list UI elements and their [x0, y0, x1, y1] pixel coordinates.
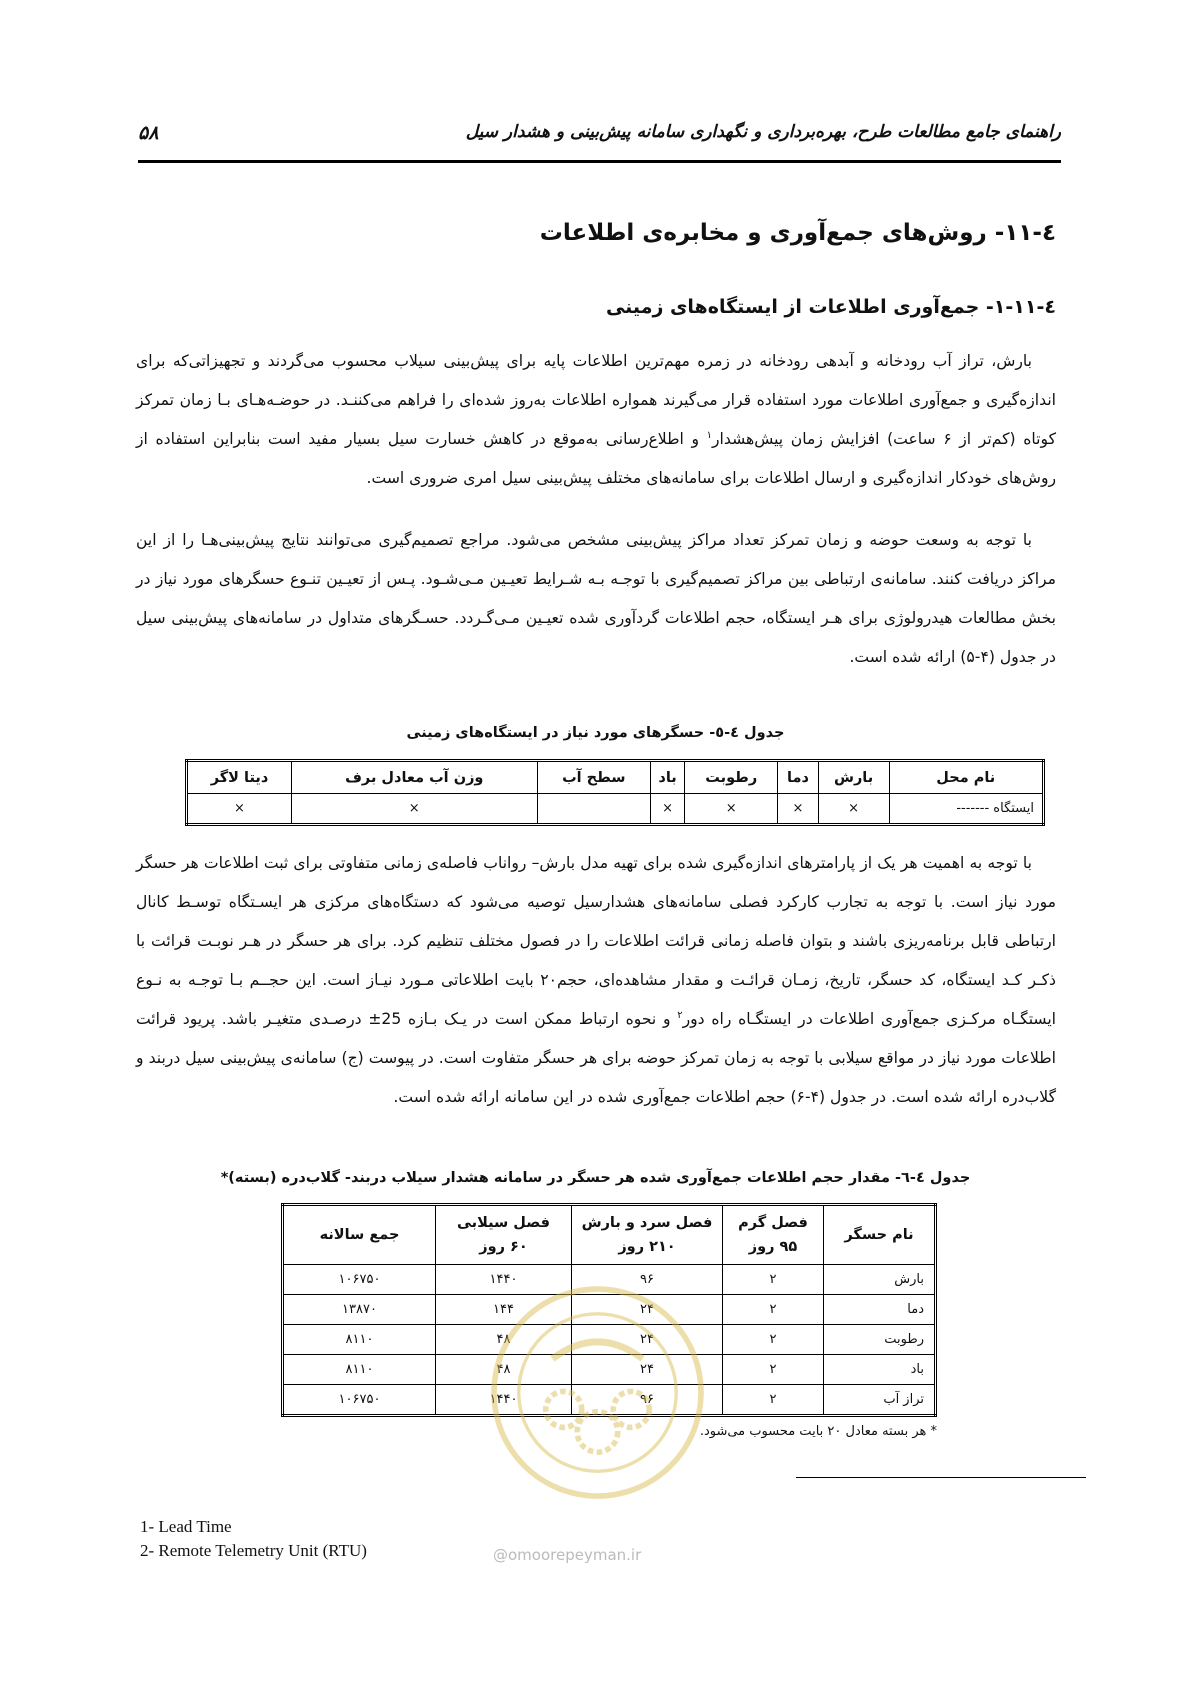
page-number: ۵۸: [138, 122, 159, 144]
table2-header-cell: [436, 1205, 572, 1265]
table2-cell: ۲: [723, 1355, 824, 1385]
section-heading: ٤-١١- روش‌های جمع‌آوری و مخابره‌ی اطلاعات: [539, 220, 1056, 246]
table2-cell: ۴۸: [436, 1355, 572, 1385]
table2-cell: ۹۶: [572, 1385, 723, 1416]
header-rule: [138, 160, 1061, 163]
paragraph-1-text-b: و اطلاع‌رسانی به‌موقع در کاهش خسارت سیل بسیار مفید است بنابراین استفاده از روش‌های خودکار اندازه‌گیری و ارسال اطلاعات برای سامانه‌های مختلف پیش‌بینی سیل امری ضروری است.: [136, 430, 1056, 487]
header-line: ۹۵ روز: [748, 1239, 798, 1255]
table1-caption: جدول ٤-٥- حسگرهای مورد نیاز در ایستگاه‌های زمینی: [406, 725, 785, 741]
paragraph-2: [136, 521, 1056, 677]
table2-cell: رطوبت: [824, 1325, 936, 1355]
footnote-ref-2: ٢: [677, 1009, 683, 1021]
table2-header-cell: [824, 1205, 936, 1265]
table1-header-cell: باد: [651, 761, 685, 794]
table1-header-cell: وزن آب معادل برف: [291, 761, 537, 794]
header-line: ۶۰ روز: [479, 1239, 528, 1255]
table1-header-cell: سطح آب: [537, 761, 651, 794]
header-line: فصل گرم: [738, 1215, 808, 1231]
table2-cell: ۲: [723, 1385, 824, 1416]
table1-header-cell: دیتا لاگر: [187, 761, 292, 794]
header-line: جمع سالانه: [319, 1227, 400, 1243]
footnote-2: 2- Remote Telemetry Unit (RTU): [140, 1541, 367, 1560]
table1-header-cell: نام محل: [889, 761, 1043, 794]
table2-cell: ۲۴: [572, 1325, 723, 1355]
table1-cell: ×: [778, 794, 818, 825]
header-line: فصل سرد و بارش: [581, 1215, 713, 1231]
table1-cell: ×: [818, 794, 889, 825]
table2-header-cell: [283, 1205, 436, 1265]
table1-cell: [537, 794, 651, 825]
watermark-seal: [485, 1280, 710, 1505]
table2-cell: ۱۴۴: [436, 1295, 572, 1325]
table1-header-row: [187, 761, 1044, 794]
subsection-heading: ٤-١١-١- جمع‌آوری اطلاعات از ایستگاه‌های زمینی: [605, 296, 1056, 318]
table2-cell: ۲: [723, 1295, 824, 1325]
watermark-url-text: omoorepeyman.ir: [508, 1546, 642, 1564]
table2-cell: ۲۴: [572, 1355, 723, 1385]
table2-cell: ۱۰۶۷۵۰: [283, 1265, 436, 1295]
header-line: ۲۱۰ روز: [618, 1239, 676, 1255]
table2-cell: ۴۸: [436, 1325, 572, 1355]
table2-cell: ۲۴: [572, 1295, 723, 1325]
table1-header-cell: دما: [778, 761, 818, 794]
table2-cell: ۱۳۸۷۰: [283, 1295, 436, 1325]
table2-cell: ۹۶: [572, 1265, 723, 1295]
page-header: [138, 122, 1061, 148]
table1-cell: ×: [291, 794, 537, 825]
paragraph-3-text-b: و نحوه ارتباط ممکن است در یـک بـازه 25± درصـدی متغیـر باشد. پریود قرائت اطلاعات مورد نیاز در مواقع سیلابی با توجه به زمان تمرکز حوضه برای هر حسگر متفاوت است. در پیوست (ج) سامانه‌ی پیش‌بینی سیل دربند و گلاب‌دره ارائه شده است. در جدول (۴-۶) حجم اطلاعات جمع‌آوری شده در این سامانه ارائه شده است.: [136, 1010, 1056, 1106]
table1-cell: ×: [651, 794, 685, 825]
table1-cell: ایستگاه -------: [889, 794, 1043, 825]
table2-note: * هر بسته معادل ۲۰ بایت محسوب می‌شود.: [699, 1424, 937, 1439]
table1-cell: ×: [187, 794, 292, 825]
watermark-url: @omoorepeyman.ir: [493, 1546, 642, 1564]
footnote-ref-1: ١: [706, 429, 713, 441]
table2-cell: بارش: [824, 1265, 936, 1295]
table1-header-cell: رطوبت: [685, 761, 778, 794]
table2-caption: جدول ٤-٦- مقدار حجم اطلاعات جمع‌آوری شده هر حسگر در سامانه هشدار سیلاب دربند- گلاب‌دره (بسته)*: [220, 1170, 971, 1186]
header-line: فصل سیلابی: [456, 1215, 551, 1231]
table2-cell: ۱۴۴۰: [436, 1265, 572, 1295]
table-row: [187, 794, 1044, 825]
paragraph-3: [136, 844, 1056, 1117]
table2-header-cell: [723, 1205, 824, 1265]
sensor-table: [185, 759, 1045, 826]
paragraph-3-text-a: با توجه به اهمیت هر یک از پارامترهای اندازه‌گیری شده برای تهیه مدل بارش– رواناب فاصله‌ی زمانی متفاوتی برای ثبت اطلاعات هر حسگر مورد نیاز است. با توجه به تجارب کارکرد فصلی سامانه‌های هشدارسیل توصیه می‌شود که دستگاه‌های مرکزی هر ایسـتگاه توسـط کانال ارتباطی قابل برنامه‌ریزی باشند و بتوان فاصله زمانی قرائت اطلاعات را در فصول مختلف تنظیم کرد. برای هر حسگر در هـر نوبـت قرائت با ذکـر کـد ایستگاه، کد حسگر، تاریخ، زمـان قرائـت و مقدار مشاهده‌ای، حجم۲۰ بایت اطلاعاتی مـورد نیـاز است. این حجــم بـا توجـه به نـوع ایستگـاه مرکـزی جمع‌آوری اطلاعات در ایستگـاه راه دور: [136, 854, 1056, 1028]
footnote-rule: [796, 1477, 1086, 1478]
table2-cell: ۸۱۱۰: [283, 1325, 436, 1355]
table2-header-row: [283, 1205, 936, 1265]
table2-cell: ۲: [723, 1325, 824, 1355]
table2-cell: دما: [824, 1295, 936, 1325]
table1-header-cell: بارش: [818, 761, 889, 794]
table2-cell: ۱۴۴۰: [436, 1385, 572, 1416]
table2-header-cell: [572, 1205, 723, 1265]
table2-cell: باد: [824, 1355, 936, 1385]
paragraph-1: [136, 342, 1056, 498]
table2-cell: تراز آب: [824, 1385, 936, 1416]
table1-cell: ×: [685, 794, 778, 825]
table2-cell: ۸۱۱۰: [283, 1355, 436, 1385]
header-line: نام حسگر: [844, 1227, 914, 1243]
table2-cell: ۲: [723, 1265, 824, 1295]
footnote-1: 1- Lead Time: [140, 1517, 232, 1536]
paragraph-2-text: با توجه به وسعت حوضه و زمان تمرکز تعداد مراکز پیش‌بینی مشخص می‌شود. مراجع تصمیم‌گیری می‌توانند نتایج پیش‌بینی‌هـا را از این مراکز دریافت کنند. سامانه‌ی ارتباطی بین مراکز تصمیم‌گیری با توجـه بـه شـرایط تعیـین مـی‌شـود. پـس از تعیـین تنـوع حسگرهای مورد نیاز در بخش مطالعات هیدرولوژی برای هـر ایستگاه، حجم اطلاعات گردآوری شده تعیـین مـی‌گـردد. حسـگرهای متداول در سامانه‌های پیش‌بینی سیل در جدول (۴-۵) ارائه شده است.: [136, 531, 1056, 666]
table2-cell: ۱۰۶۷۵۰: [283, 1385, 436, 1416]
paragraph-1-text-a: بارش، تراز آب رودخانه و آبدهی رودخانه در زمره مهم‌ترین اطلاعات پایه برای پیش‌بینی سیلاب محسوب می‌گردند و تجهیزاتی‌که برای اندازه‌گیری و جمع‌آوری اطلاعات مورد استفاده قرار می‌گیرند همواره اطلاعات به‌روز شده‌ای را فراهم می‌کننـد. در حوضـه‌هـای بـا زمان تمرکز کوتاه (کم‌تر از ۶ ساعت) افزایش زمان پیش‌هشدار: [136, 352, 1056, 448]
header-title: راهنمای جامع مطالعات طرح، بهره‌برداری و نگهداری سامانه پیش‌بینی و هشدار سیل: [465, 122, 1061, 142]
